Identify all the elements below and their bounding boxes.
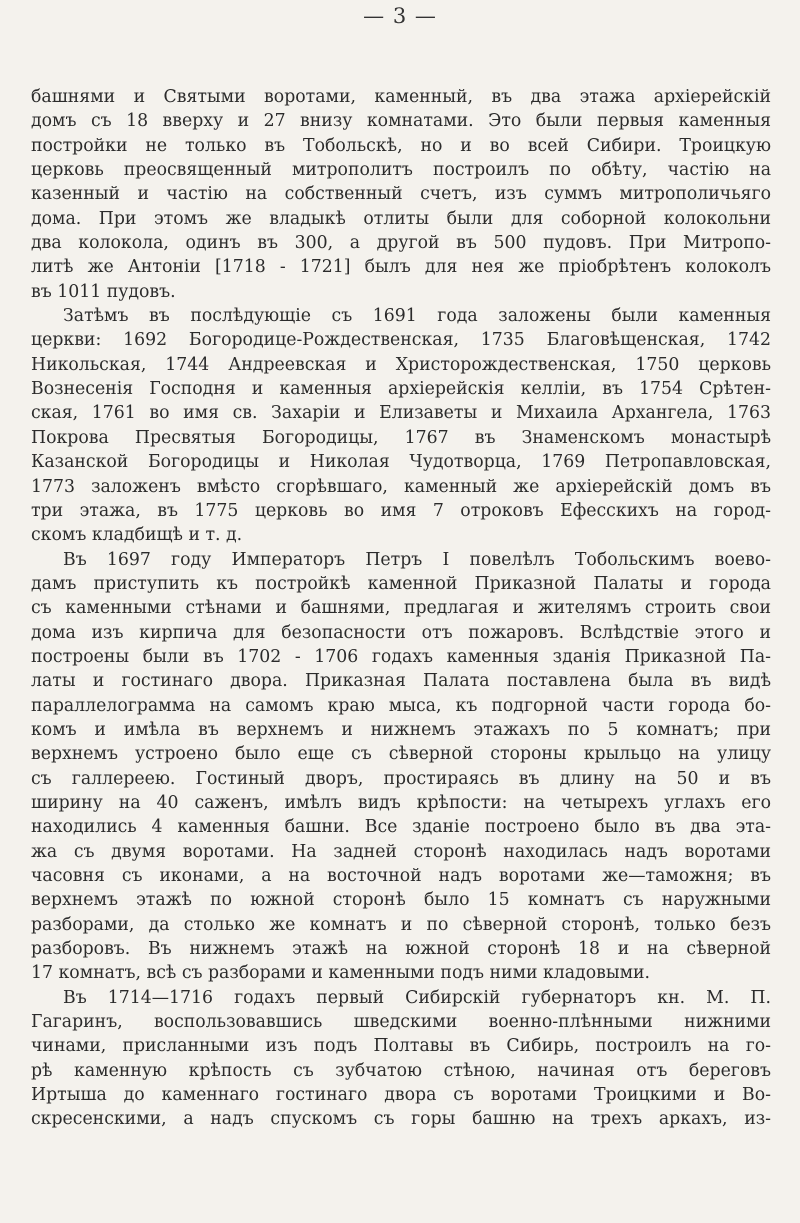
text-line: съ галлереею. Гостиный дворъ, простираясь въ длину на 50 и въ <box>31 768 771 789</box>
text-line: верхнемъ устроено было еще съ сѣверной стороны крыльцо на улицу <box>31 744 771 765</box>
text-line: Вознесенія Господня и каменныя архіерейскія келліи, въ 1754 Срѣтен- <box>31 379 771 400</box>
text-line: 1773 заложенъ вмѣсто сгорѣвшаго, каменный же архіерейскій домъ въ <box>31 476 771 497</box>
text-line: церкви: 1692 Богородице-Рождественская, 1735 Благовѣщенская, 1742 <box>31 330 771 351</box>
text-line: разборовъ. Въ нижнемъ этажѣ на южной сторонѣ 18 и на сѣверной <box>31 939 771 960</box>
text-line: ская, 1761 во имя св. Захаріи и Елизаветы и Михаила Архангела, 1763 <box>31 403 771 424</box>
page-number: — 3 — <box>363 4 437 28</box>
text-line: Покрова Пресвятыя Богородицы, 1767 въ Знаменскомъ монастырѣ <box>31 427 771 448</box>
body-text <box>31 85 771 1132</box>
text-line: Никольская, 1744 Андреевская и Христорождественская, 1750 церковь <box>31 354 771 375</box>
text-line: латы и гостинаго двора. Приказная Палата поставлена была въ видѣ <box>31 671 771 692</box>
text-line: Въ 1714—1716 годахъ первый Сибирскій губернаторъ кн. М. П. <box>63 987 771 1008</box>
text-line: казенный и частію на собственный счетъ, изъ суммъ митрополичьяго <box>31 184 771 205</box>
text-line: въ 1011 пудовъ. <box>31 281 176 302</box>
text-line: литѣ же Антоніи [1718 - 1721] былъ для нея же пріобрѣтенъ колоколъ <box>31 257 771 278</box>
text-line: построены были въ 1702 - 1706 годахъ каменныя зданія Приказной Па- <box>31 646 771 667</box>
text-line: церковь преосвященный митрополитъ построилъ по обѣту, частію на <box>31 160 771 181</box>
text-line: дома. При этомъ же владыкѣ отлиты были для соборной колокольни <box>31 208 771 229</box>
text-line: Иртыша до каменнаго гостинаго двора съ воротами Троицкими и Во- <box>31 1085 771 1106</box>
text-line: ширину на 40 саженъ, имѣлъ видъ крѣпости: на четырехъ углахъ его <box>31 792 771 813</box>
text-line: башнями и Святыми воротами, каменный, въ два этажа архіерейскій <box>31 87 771 107</box>
text-line: верхнемъ этажѣ по южной сторонѣ было 15 комнатъ съ наружными <box>31 890 771 911</box>
text-line: домъ съ 18 вверху и 27 внизу комнатами. Это были первыя каменныя <box>31 111 771 132</box>
text-line: часовня съ иконами, а на восточной надъ воротами же—таможня; въ <box>31 866 771 886</box>
text-line: съ каменными стѣнами и башнями, предлагая и жителямъ строить свои <box>31 598 771 619</box>
text-line: 17 комнатъ, всѣ съ разборами и каменными подъ ними кладовыми. <box>31 963 651 984</box>
text-line: дамъ приступить къ постройкѣ каменной Приказной Палаты и города <box>31 573 771 594</box>
text-line: три этажа, въ 1775 церковь во имя 7 отроковъ Ефесскихъ на город- <box>31 500 771 521</box>
text-line: параллелограмма на самомъ краю мыса, къ подгорной части города бо- <box>31 695 771 716</box>
text-line: постройки не только въ Тобольскѣ, но и во всей Сибири. Троицкую <box>31 135 771 156</box>
text-line: комъ и имѣла въ верхнемъ и нижнемъ этажахъ по 5 комнатъ; при <box>31 719 771 740</box>
text-line: скресенскими, а надъ спускомъ съ горы башню на трехъ аркахъ, из- <box>31 1109 771 1130</box>
text-line: чинами, присланными изъ подъ Полтавы въ Сибирь, построилъ на го- <box>31 1036 771 1057</box>
text-line: жа съ двумя воротами. На задней сторонѣ находилась надъ воротами <box>31 841 771 862</box>
text-line: Казанской Богородицы и Николая Чудотворца, 1769 Петропавловская, <box>31 452 771 473</box>
text-line: рѣ каменную крѣпость съ зубчатою стѣною, начиная отъ береговъ <box>31 1060 771 1081</box>
text-line: находились 4 каменныя башни. Все зданіе построено было въ два эта- <box>31 817 771 838</box>
text-line: разборами, да столько же комнатъ и по сѣверной сторонѣ, только безъ <box>31 914 771 935</box>
text-line: два колокола, одинъ въ 300, а другой въ 500 пудовъ. При Митропо- <box>31 233 771 254</box>
text-line: Затѣмъ въ послѣдующіе съ 1691 года заложены были каменныя <box>63 306 771 327</box>
text-line: Гагаринъ, воспользовавшись шведскими военно-плѣнными нижними <box>31 1012 771 1033</box>
text-line: Въ 1697 году Императоръ Петръ I повелѣлъ Тобольскимъ воево- <box>63 549 771 570</box>
text-line: скомъ кладбищѣ и т. д. <box>31 525 243 546</box>
text-line: дома изъ кирпича для безопасности отъ пожаровъ. Вслѣдствіе этого и <box>31 622 771 643</box>
